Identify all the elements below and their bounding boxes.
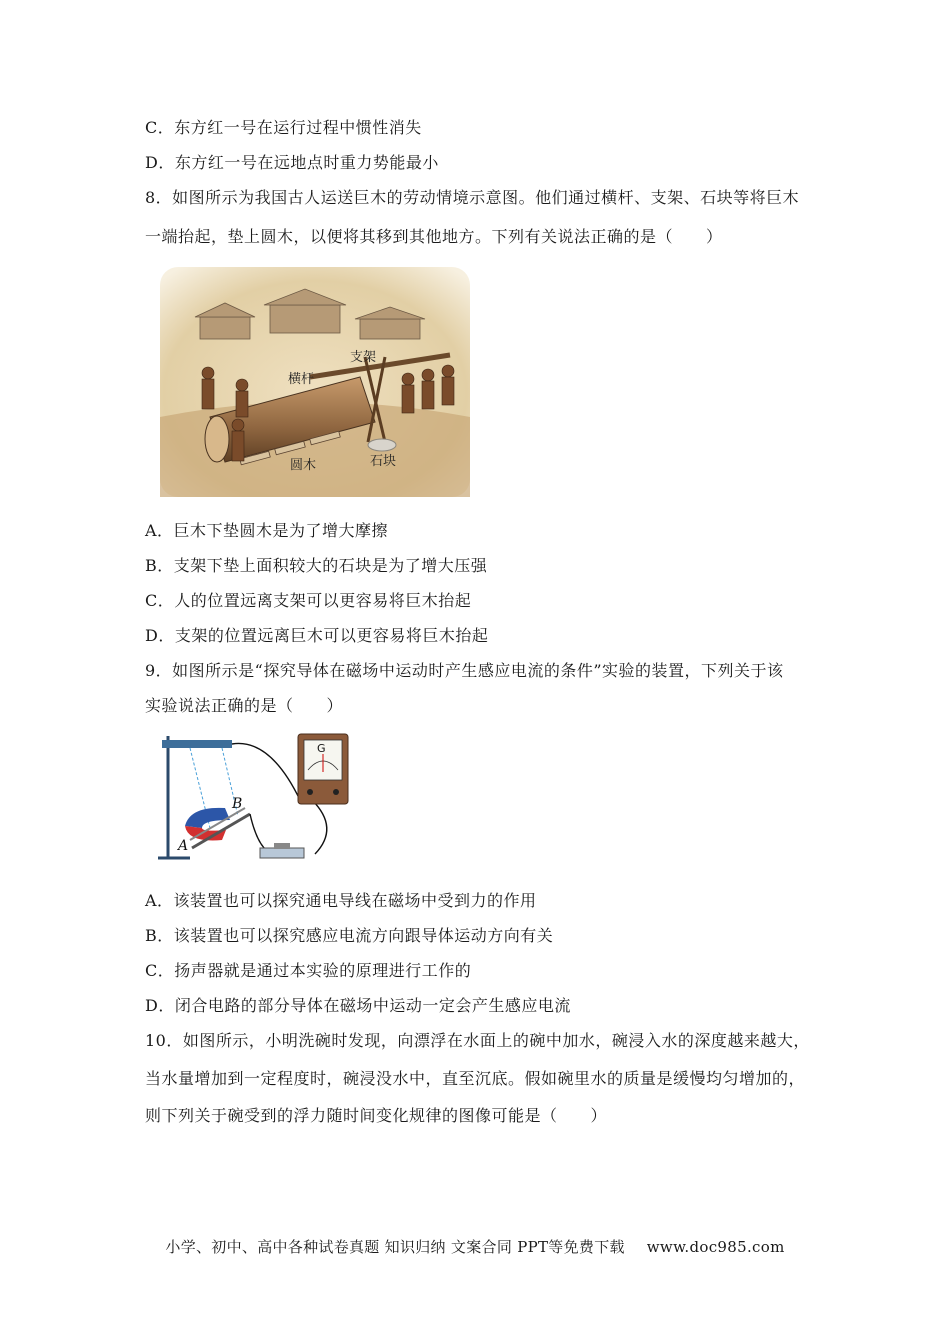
label-crossbar: 横杆 xyxy=(288,372,315,387)
q8-figure-log-transport xyxy=(160,267,470,497)
label-round-log: 圆木 xyxy=(290,458,317,473)
q9-option-a: A．该装置也可以探究通电导线在磁场中受到力的作用 xyxy=(145,891,537,910)
label-point-b: B xyxy=(232,796,243,812)
page-footer xyxy=(0,1236,950,1257)
q7-option-d: D．东方红一号在远地点时重力势能最小 xyxy=(145,153,439,172)
stand-clamp xyxy=(162,740,232,748)
q8-option-b: B．支架下垫上面积较大的石块是为了增大压强 xyxy=(145,556,488,575)
q8-option-d: D．支架的位置远离巨木可以更容易将巨木抬起 xyxy=(145,626,489,645)
label-galvanometer: G xyxy=(317,742,326,755)
q9-option-d: D．闭合电路的部分导体在磁场中运动一定会产生感应电流 xyxy=(145,996,571,1015)
q8-option-c: C．人的位置远离支架可以更容易将巨木抬起 xyxy=(145,591,472,610)
q7-option-c: C．东方红一号在运行过程中惯性消失 xyxy=(145,118,422,137)
q9-stem-line1: 9．如图所示是“探究导体在磁场中运动时产生感应电流的条件”实验的装置，下列关于该 xyxy=(145,661,784,680)
stone-block xyxy=(368,439,396,451)
q10-stem-line1: 10．如图所示，小明洗碗时发现，向漂浮在水面上的碗中加水，碗浸入水的深度越来越大， xyxy=(145,1031,810,1050)
q9-option-c: C．扬声器就是通过本实验的原理进行工作的 xyxy=(145,961,472,980)
footer-text: 小学、初中、高中各种试卷真题 知识归纳 文案合同 PPT等免费下载 xyxy=(165,1238,625,1256)
q9-option-b: B．该装置也可以探究感应电流方向跟导体运动方向有关 xyxy=(145,926,554,945)
q9-stem-line2: 实验说法正确的是（ ） xyxy=(145,696,344,715)
q8-stem-line1: 8．如图所示为我国古人运送巨木的劳动情境示意图。他们通过横杆、支架、石块等将巨木 xyxy=(145,188,800,207)
q9-figure-induction-apparatus xyxy=(150,728,360,868)
label-stone: 石块 xyxy=(370,454,397,469)
q10-stem-line3: 则下列关于碗受到的浮力随时间变化规律的图像可能是（ ） xyxy=(145,1106,608,1125)
q8-stem-line2: 一端抬起，垫上圆木，以便将其移到其他地方。下列有关说法正确的是（ ） xyxy=(145,227,723,246)
q10-stem-line2: 当水量增加到一定程度时，碗浸没水中，直至沉底。假如碗里水的质量是缓慢均匀增加的， xyxy=(145,1069,806,1088)
horseshoe-magnet xyxy=(185,808,230,841)
footer-url[interactable]: www.doc985.com xyxy=(646,1238,785,1256)
switch xyxy=(260,843,304,858)
label-support: 支架 xyxy=(350,350,377,365)
label-point-a: A xyxy=(178,838,189,854)
q8-option-a: A．巨木下垫圆木是为了增大摩擦 xyxy=(145,521,389,540)
